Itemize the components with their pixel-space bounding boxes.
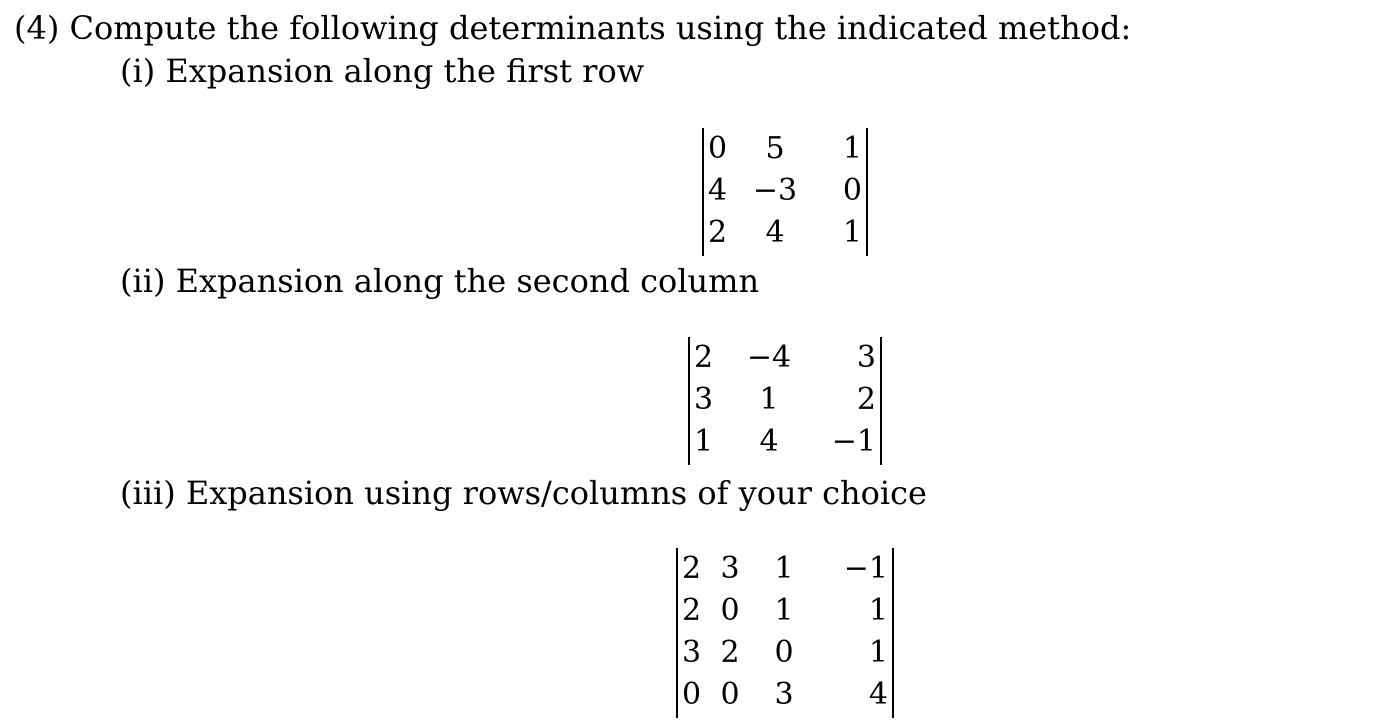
det-2-cell: −1 bbox=[831, 424, 876, 459]
determinant-3 bbox=[676, 548, 894, 718]
det-3-cell: 3 bbox=[720, 551, 740, 586]
det-2-cell: 1 bbox=[694, 424, 714, 459]
det-2-cell: 3 bbox=[856, 340, 876, 375]
det-3-cell: 0 bbox=[720, 593, 740, 628]
part-2-label: (ii) Expansion along the second column bbox=[120, 262, 760, 300]
det-1-cell: 5 bbox=[765, 131, 785, 166]
det-2-cell: 2 bbox=[694, 340, 714, 375]
det-3-cell: 2 bbox=[682, 551, 702, 586]
det-1-cell: −3 bbox=[752, 173, 798, 208]
det-3-cell: 4 bbox=[868, 677, 888, 712]
part-1-label: (i) Expansion along the first row bbox=[120, 52, 645, 90]
det-3-cell: −1 bbox=[843, 551, 888, 586]
det-3-cell: 0 bbox=[682, 677, 702, 712]
det-3-cell: 3 bbox=[682, 635, 702, 670]
det-3-cell: 2 bbox=[720, 635, 740, 670]
determinant-2 bbox=[688, 337, 882, 465]
problem-number: (4) bbox=[14, 9, 60, 47]
det-3-cell: 3 bbox=[774, 677, 794, 712]
det-3-cell: 1 bbox=[868, 635, 888, 670]
determinant-1-grid bbox=[704, 128, 866, 254]
part-3-label: (iii) Expansion using rows/columns of your choice bbox=[120, 474, 927, 512]
det-2-cell: 1 bbox=[759, 382, 779, 417]
det-1-cell: 4 bbox=[765, 215, 785, 250]
det-3-cell: 0 bbox=[774, 635, 794, 670]
det-1-cell: 2 bbox=[708, 215, 728, 250]
det-3-cell: 2 bbox=[682, 593, 702, 628]
det-1-cell: 4 bbox=[708, 173, 728, 208]
det-1-cell: 1 bbox=[842, 215, 862, 250]
det-2-cell: 2 bbox=[856, 382, 876, 417]
det-3-cell: 1 bbox=[774, 551, 794, 586]
determinant-2-grid bbox=[690, 337, 880, 463]
det-2-cell: −4 bbox=[746, 340, 792, 375]
det-3-cell: 1 bbox=[868, 593, 888, 628]
problem-instruction: Compute the following determinants using the indicated method: bbox=[69, 9, 1132, 47]
det-1-cell: 0 bbox=[842, 173, 862, 208]
det-1-cell: 0 bbox=[708, 131, 728, 166]
problem-statement bbox=[14, 9, 1132, 47]
det-2-cell: 4 bbox=[759, 424, 779, 459]
det-2-cell: 3 bbox=[694, 382, 714, 417]
det-3-cell: 0 bbox=[720, 677, 740, 712]
determinant-3-grid bbox=[678, 548, 892, 716]
det-3-cell: 1 bbox=[774, 593, 794, 628]
determinant-1 bbox=[702, 128, 868, 256]
det-1-cell: 1 bbox=[842, 131, 862, 166]
